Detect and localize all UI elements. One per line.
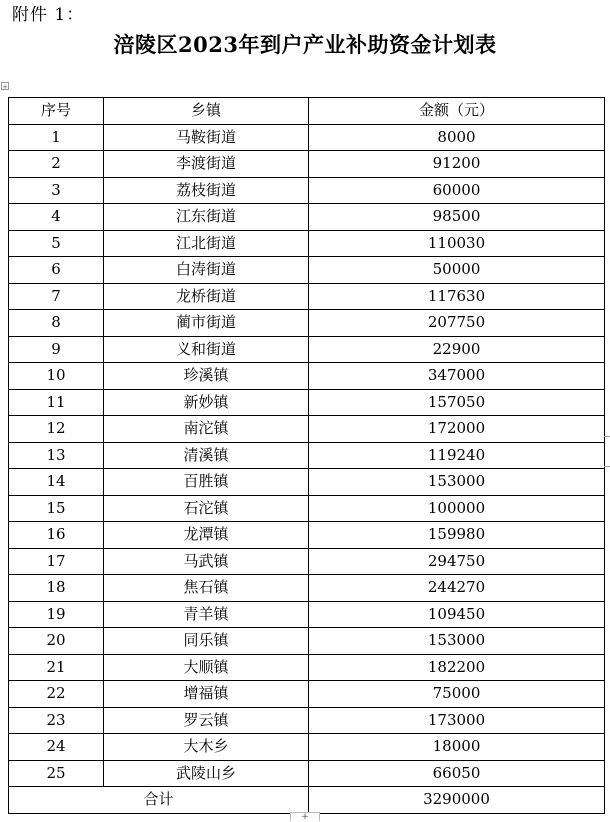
cell-town: 江北街道 (104, 230, 309, 257)
cell-town: 青羊镇 (104, 601, 309, 628)
table-row (9, 204, 605, 231)
table-row (9, 522, 605, 549)
cell-amount: 207750 (309, 310, 605, 337)
cell-amount: 244270 (309, 575, 605, 602)
cell-index: 25 (9, 760, 104, 787)
table-row (9, 416, 605, 443)
cell-index: 11 (9, 389, 104, 416)
cell-index: 20 (9, 628, 104, 655)
cell-index: 12 (9, 416, 104, 443)
table-row (9, 681, 605, 708)
header-town: 乡镇 (104, 98, 309, 125)
cell-index: 17 (9, 548, 104, 575)
cell-amount: 157050 (309, 389, 605, 416)
cell-index: 14 (9, 469, 104, 496)
cell-town: 同乐镇 (104, 628, 309, 655)
table-row (9, 760, 605, 787)
cell-index: 15 (9, 495, 104, 522)
total-label: 合计 (9, 787, 309, 814)
cell-town: 石沱镇 (104, 495, 309, 522)
cell-town: 百胜镇 (104, 469, 309, 496)
cell-amount: 153000 (309, 628, 605, 655)
move-handle-icon[interactable]: + (2, 83, 8, 91)
table-row (9, 230, 605, 257)
table-row (9, 257, 605, 284)
table-row (9, 707, 605, 734)
cell-town: 马鞍街道 (104, 124, 309, 151)
document-title: 涪陵区2023年到户产业补助资金计划表 (113, 32, 497, 57)
plus-icon[interactable]: + (290, 812, 320, 821)
table-row (9, 283, 605, 310)
table-row (9, 601, 605, 628)
total-row (9, 787, 605, 814)
cell-index: 2 (9, 151, 104, 178)
cell-index: 4 (9, 204, 104, 231)
table-row (9, 177, 605, 204)
cell-town: 焦石镇 (104, 575, 309, 602)
cell-amount: 172000 (309, 416, 605, 443)
cell-index: 24 (9, 734, 104, 761)
cell-index: 21 (9, 654, 104, 681)
cell-town: 江东街道 (104, 204, 309, 231)
table-row (9, 363, 605, 390)
table-row (9, 575, 605, 602)
cell-index: 18 (9, 575, 104, 602)
header-amount: 金额（元） (309, 98, 605, 125)
table-row (9, 336, 605, 363)
table-row (9, 124, 605, 151)
cell-amount: 91200 (309, 151, 605, 178)
table-row (9, 310, 605, 337)
cell-town: 清溪镇 (104, 442, 309, 469)
cell-amount: 119240 (309, 442, 605, 469)
total-amount: 3290000 (309, 787, 605, 814)
cell-town: 义和街道 (104, 336, 309, 363)
cell-town: 龙桥街道 (104, 283, 309, 310)
cell-town: 珍溪镇 (104, 363, 309, 390)
cell-index: 16 (9, 522, 104, 549)
cell-amount: 50000 (309, 257, 605, 284)
cell-index: 19 (9, 601, 104, 628)
cell-index: 22 (9, 681, 104, 708)
table-row (9, 469, 605, 496)
cell-index: 6 (9, 257, 104, 284)
header-index: 序号 (9, 98, 104, 125)
cell-index: 1 (9, 124, 104, 151)
cell-amount: 8000 (309, 124, 605, 151)
cell-town: 武陵山乡 (104, 760, 309, 787)
cell-amount: 66050 (309, 760, 605, 787)
cell-amount: 159980 (309, 522, 605, 549)
cell-index: 3 (9, 177, 104, 204)
cell-town: 马武镇 (104, 548, 309, 575)
cell-index: 13 (9, 442, 104, 469)
attachment-label: 附件 1： (12, 5, 85, 25)
cell-amount: 18000 (309, 734, 605, 761)
table-row (9, 151, 605, 178)
cell-amount: 109450 (309, 601, 605, 628)
table-row (9, 442, 605, 469)
cell-town: 白涛街道 (104, 257, 309, 284)
cell-amount: 153000 (309, 469, 605, 496)
cell-amount: 98500 (309, 204, 605, 231)
table-row (9, 495, 605, 522)
table-header-row (9, 98, 605, 125)
cell-index: 5 (9, 230, 104, 257)
cell-town: 李渡街道 (104, 151, 309, 178)
cell-town: 新妙镇 (104, 389, 309, 416)
cell-index: 8 (9, 310, 104, 337)
cell-town: 罗云镇 (104, 707, 309, 734)
cell-amount: 60000 (309, 177, 605, 204)
cell-town: 大顺镇 (104, 654, 309, 681)
cell-town: 龙潭镇 (104, 522, 309, 549)
cell-town: 南沱镇 (104, 416, 309, 443)
cell-town: 荔枝街道 (104, 177, 309, 204)
cell-amount: 294750 (309, 548, 605, 575)
table-row (9, 548, 605, 575)
cell-town: 蔺市街道 (104, 310, 309, 337)
cell-town: 大木乡 (104, 734, 309, 761)
row-resize-marker[interactable] (604, 436, 610, 437)
table-row (9, 654, 605, 681)
cell-amount: 173000 (309, 707, 605, 734)
table-row (9, 389, 605, 416)
subsidy-table (8, 97, 605, 814)
cell-index: 7 (9, 283, 104, 310)
cell-amount: 110030 (309, 230, 605, 257)
table-row (9, 628, 605, 655)
cell-index: 9 (9, 336, 104, 363)
cell-amount: 117630 (309, 283, 605, 310)
cell-town: 增福镇 (104, 681, 309, 708)
cell-index: 23 (9, 707, 104, 734)
cell-amount: 75000 (309, 681, 605, 708)
cell-index: 10 (9, 363, 104, 390)
cell-amount: 347000 (309, 363, 605, 390)
row-resize-marker[interactable] (604, 466, 610, 467)
table-row (9, 734, 605, 761)
cell-amount: 182200 (309, 654, 605, 681)
cell-amount: 22900 (309, 336, 605, 363)
cell-amount: 100000 (309, 495, 605, 522)
